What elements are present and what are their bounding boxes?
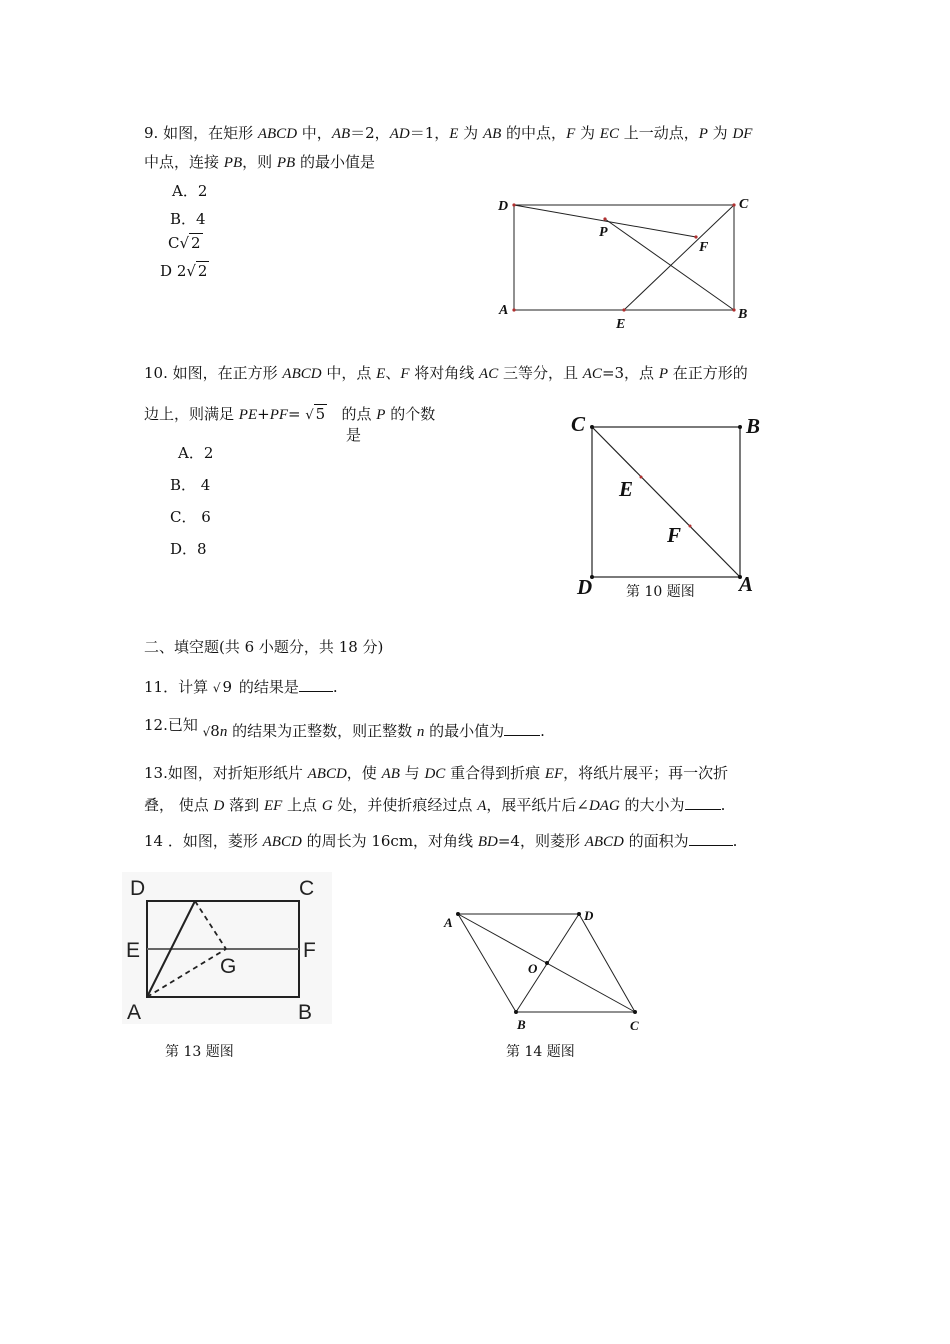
q14-answer-blank [689, 831, 733, 846]
q9-option-b: B．4 [170, 210, 206, 228]
q14-label-d: D [584, 908, 594, 923]
q10-label-a: A [739, 572, 754, 596]
q9-line2: 中点，连接 PB，则 PB 的最小值是 [144, 153, 375, 171]
q13-label-g: G [220, 955, 237, 978]
q9-rectangle [514, 205, 734, 310]
q11: 11．计算 √ 9 的结果是 . [144, 678, 338, 696]
q14-line1: 14 ．如图，菱形 ABCD 的周长为 16cm，对角线 BD=4，则菱形 ABCD 的面积为 . [144, 832, 738, 850]
q13-label-a: A [127, 1001, 142, 1024]
q10-figure [565, 408, 775, 600]
q11-answer-blank [299, 677, 333, 692]
q13-label-b: B [298, 1001, 313, 1024]
q14-label-c: C [630, 1018, 639, 1033]
q10-line1: 10. 如图，在正方形 ABCD 中，点 E、F 将对角线 AC 三等分，且 AC=3，点 P 在正方形的 [144, 364, 748, 382]
q14-label-o: O [528, 961, 538, 976]
q10-caption: 第 10 题图 [626, 584, 695, 600]
q9-option-a: A．2 [172, 182, 208, 200]
q10-label-f: F [667, 523, 682, 547]
q10-line2: 边上，则满足 PE+PF= √ 5 的点 P 的个数 [144, 405, 436, 423]
q14-label-b: B [517, 1017, 526, 1032]
q10-label-b: B [746, 414, 761, 438]
q14-figure [438, 900, 648, 1040]
q10-label-e: E [619, 477, 634, 501]
q9-line1: 9. 如图，在矩形 ABCD 中，AB＝2，AD＝1，E 为 AB 的中点，F 为 EC 上一动点，P 为 DF [144, 124, 753, 142]
q10-option-c: C． 6 [170, 508, 211, 526]
q9-option-c: C√ 2 [168, 234, 201, 252]
q9-label-p: P [599, 225, 608, 240]
q14-caption: 第 14 题图 [506, 1044, 575, 1060]
section-fill-in-heading: 二、填空题(共 6 小题分，共 18 分) [144, 638, 384, 656]
q13-line2: 叠， 使点 D 落到 EF 上点 G 处，并使折痕经过点 A，展平纸片后∠DAG 的大小为 . [144, 796, 726, 814]
q9-figure [490, 192, 760, 342]
q13-label-f: F [303, 939, 316, 962]
q13-caption: 第 13 题图 [165, 1044, 234, 1060]
q9-label-d: D [498, 199, 509, 214]
q13-label-e: E [126, 939, 141, 962]
q12-answer-blank [504, 721, 540, 736]
q9-segment-ec [624, 205, 734, 310]
q10-option-d: D．8 [170, 540, 207, 558]
q10-label-c: C [571, 412, 586, 436]
q9-label-f: F [699, 240, 709, 255]
q13-label-c: C [299, 877, 315, 900]
q9-label-a: A [499, 303, 509, 318]
q13-line1: 13.如图，对折矩形纸片 ABCD，使 AB 与 DC 重合得到折痕 EF，将纸片展平；再一次折 [144, 764, 729, 782]
q10-label-d: D [577, 575, 593, 599]
q14-label-a: A [444, 915, 453, 930]
q9-label-c: C [739, 197, 749, 212]
q9-label-b: B [738, 307, 748, 322]
q9-option-d: D 2√ 2 [160, 262, 208, 280]
q12: 12.已知 √8n 的结果为正整数，则正整数 n 的最小值为 . [144, 716, 545, 740]
q10-option-a: A．2 [178, 444, 214, 462]
q13-label-d: D [130, 877, 146, 900]
q9-label-e: E [616, 317, 626, 332]
q10-line3: 是 [346, 426, 362, 444]
q13-figure [122, 872, 332, 1024]
q10-option-b: B． 4 [170, 476, 211, 494]
q10-diagonal-ac [592, 427, 740, 577]
q13-answer-blank [685, 795, 721, 810]
